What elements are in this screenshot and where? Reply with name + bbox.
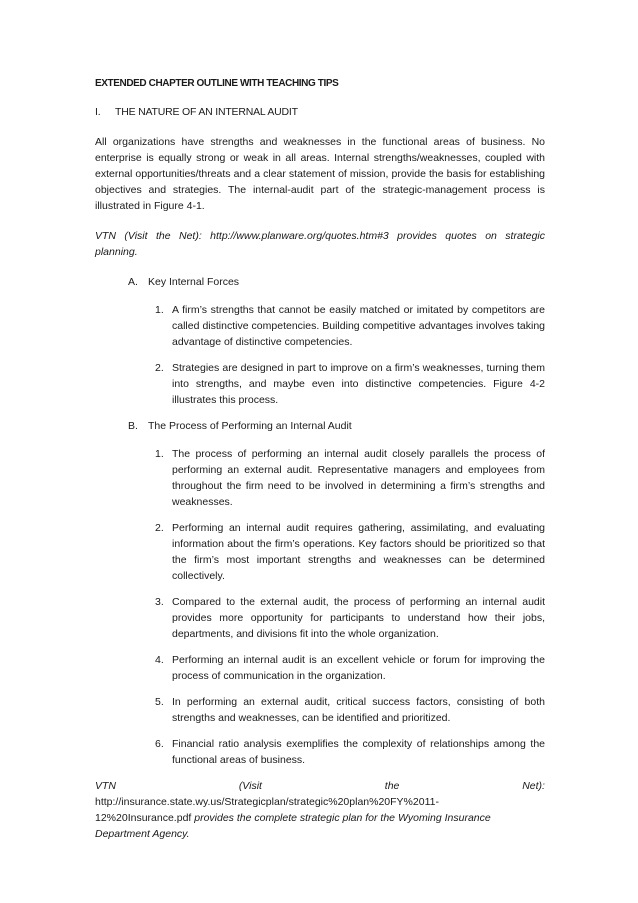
list-item bbox=[155, 520, 545, 584]
document-page bbox=[95, 76, 545, 842]
list-item bbox=[155, 446, 545, 510]
wyoming-plan-link[interactable]: http://insurance.state.wy.us/Strategicplan/strategic%20plan%20FY%2011- bbox=[95, 796, 439, 808]
list-item bbox=[155, 736, 545, 768]
subsection-b-title bbox=[128, 418, 545, 434]
list-item-number: 6. bbox=[155, 738, 164, 750]
list-item-text: Performing an internal audit requires gathering, assimilating, and evaluating information about the firm’s operations. Key factors should be prioritized so that the firm’s most important strengths and weaknesses can be determined collectively. bbox=[172, 522, 545, 582]
vtn-word: VTN bbox=[95, 780, 116, 792]
document-heading: EXTENDED CHAPTER OUTLINE WITH TEACHING TIPS bbox=[95, 78, 339, 89]
list-item-text: A firm’s strengths that cannot be easily matched or imitated by competitors are called distinctive competencies. Building competitive advantages involves taking advantage of distinctive competencies. bbox=[172, 304, 545, 348]
the-word: the bbox=[384, 780, 400, 792]
list-item-text: The process of performing an internal audit closely parallels the process of performing an external audit. Representative managers and employees from throughout the firm need to be involved in determining a firm’s strengths and weaknesses. bbox=[172, 448, 545, 508]
list-item-number: 1. bbox=[155, 304, 164, 316]
vtn-note-wyoming-text: provides the complete strategic plan for the Wyoming Insurance Department Agency. bbox=[95, 812, 491, 840]
subsection-b-list bbox=[155, 446, 545, 768]
list-item-number: 2. bbox=[155, 522, 164, 534]
intro-paragraph: All organizations have strengths and weaknesses in the functional areas of business. No enterprise is equally strong or weak in all areas. Internal strengths/weaknesses, coupled with external opportunities/threats and a clear statement of mission, provide the basis for establishing objectives and strategies. The internal-audit part of the strategic-management process is illustrated in Figure 4-1. bbox=[95, 136, 545, 212]
list-item-text: Compared to the external audit, the process of performing an internal audit provides more opportunity for participants to understand how their jobs, departments, and divisions fit into the whole organization. bbox=[172, 596, 545, 640]
list-item bbox=[155, 360, 545, 408]
vtn-note-planware: VTN (Visit the Net): http://www.planware.org/quotes.htm#3 provides quotes on strategic planning. bbox=[95, 230, 545, 258]
section-number: I. bbox=[95, 106, 101, 118]
vtn-note-wyoming bbox=[95, 778, 545, 842]
list-item-text: Performing an internal audit is an excellent vehicle or forum for improving the process of communication in the organization. bbox=[172, 654, 545, 682]
visit-word: (Visit bbox=[238, 780, 262, 792]
list-item-number: 4. bbox=[155, 654, 164, 666]
subsection-a-title-text: Key Internal Forces bbox=[148, 276, 240, 288]
subsection-b-title-text: The Process of Performing an Internal Audit bbox=[148, 420, 352, 432]
list-item-number: 1. bbox=[155, 448, 164, 460]
list-item-text: In performing an external audit, critical success factors, consisting of both strengths and weaknesses, can be identified and prioritized. bbox=[172, 696, 545, 724]
vtn-note-wyoming-lead bbox=[95, 778, 545, 794]
subsection-a-list bbox=[155, 302, 545, 408]
wyoming-plan-link-end[interactable]: 12%20Insurance.pdf bbox=[95, 812, 192, 824]
section-title-text: THE NATURE OF AN INTERNAL AUDIT bbox=[115, 106, 298, 118]
list-item-text: Strategies are designed in part to improve on a firm’s weaknesses, turning them into strengths, and maybe even into distinctive competencies. Figure 4-2 illustrates this process. bbox=[172, 362, 545, 406]
subsection-b-letter: B. bbox=[128, 420, 138, 432]
section-title bbox=[95, 104, 545, 120]
subsection-a-letter: A. bbox=[128, 276, 138, 288]
list-item-number: 5. bbox=[155, 696, 164, 708]
net-word: Net): bbox=[522, 780, 545, 792]
vtn-note-wyoming-tail bbox=[95, 810, 545, 842]
list-item bbox=[155, 594, 545, 642]
list-item bbox=[155, 694, 545, 726]
list-item-number: 2. bbox=[155, 362, 164, 374]
list-item bbox=[155, 302, 545, 350]
subsection-a-title bbox=[128, 274, 545, 290]
list-item bbox=[155, 652, 545, 684]
list-item-text: Financial ratio analysis exemplifies the complexity of relationships among the functional areas of business. bbox=[172, 738, 545, 766]
list-item-number: 3. bbox=[155, 596, 164, 608]
